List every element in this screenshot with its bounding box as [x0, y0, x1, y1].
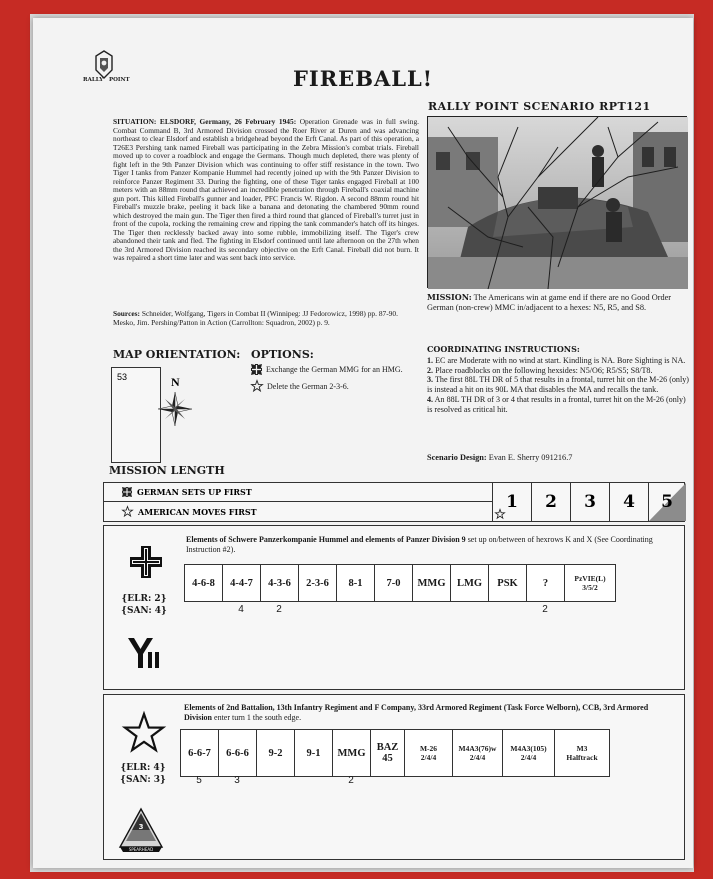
- star-outline-icon: [122, 506, 133, 517]
- american-unit-count: 5: [196, 775, 202, 786]
- american-moves-label: AMERICAN MOVES FIRST: [138, 506, 257, 517]
- american-moves-row: [104, 502, 492, 521]
- design-value: Evan E. Sherry 091216.7: [488, 453, 573, 462]
- turn-4: 4: [609, 483, 648, 521]
- iron-cross-icon: [122, 487, 132, 497]
- american-unit-counts: [180, 775, 608, 786]
- scenario-number: RALLY POINT SCENARIO RPT121: [428, 100, 651, 113]
- american-unit-cell: 9-1: [295, 730, 333, 776]
- balkenkreuz-icon: [130, 546, 162, 583]
- german-unit-count: [450, 604, 488, 615]
- star-outline-icon: [495, 509, 505, 519]
- source-1: Schneider, Wolfgang, Tigers in Combat II (Winnipeg: JJ Fedorowicz, 1998) pp. 87-90.: [141, 309, 398, 318]
- map-orientation-heading: MAP ORIENTATION:: [113, 348, 241, 361]
- coord-item: 2. Place roadblocks on the following hexsides: N5/O6; R5/S5; S8/T8.: [427, 365, 653, 375]
- german-unit-count: [412, 604, 450, 615]
- german-unit-cell: 2-3-6: [299, 565, 337, 601]
- american-unit-count: 2: [348, 775, 354, 786]
- mission-text: [427, 293, 689, 313]
- american-unit-count: [256, 775, 294, 786]
- svg-text:3: 3: [138, 823, 144, 831]
- mission-length-heading: MISSION LENGTH: [109, 464, 225, 477]
- scenario-title: FIREBALL!: [293, 66, 433, 91]
- german-setup-row: [104, 483, 492, 502]
- american-unit-cell: 6-6-7: [181, 730, 219, 776]
- option-1: [251, 364, 403, 375]
- mission-body: The Americans win at game end if there are no Good Order German (non-crew) MMC in/adjacent to a hexes: N5, R5, and S8.: [427, 293, 672, 312]
- american-san: {SAN: 3}: [120, 774, 166, 785]
- design-label: Scenario Design:: [427, 453, 487, 462]
- american-elr: {ELR: 4}: [120, 763, 166, 773]
- svg-text:RALLY: RALLY: [83, 77, 104, 83]
- situation-lead: SITUATION: ELSDORF, Germany, 26 February 1945:: [113, 117, 297, 126]
- german-unit-cell: 4-3-6: [261, 565, 299, 601]
- svg-text:POINT: POINT: [109, 77, 130, 83]
- american-unit-cell: M4A3(76)w 2/4/4: [453, 730, 503, 776]
- us-star-icon: [124, 713, 164, 756]
- german-unit-count: [184, 604, 222, 615]
- scenario-card: [33, 18, 693, 868]
- german-san: {SAN: 4}: [121, 605, 167, 616]
- german-unit-cell: 7-0: [375, 565, 413, 601]
- german-unit-count: 2: [542, 604, 548, 615]
- turn-5: 5: [648, 483, 685, 521]
- option-2-text: Delete the German 2-3-6.: [267, 381, 349, 391]
- scenario-photo: [427, 116, 687, 288]
- scenario-design: [427, 453, 572, 462]
- map-board: [111, 367, 161, 463]
- star-outline-icon: [251, 380, 263, 392]
- sources-text: [113, 310, 419, 328]
- svg-text:SPEARHEAD: SPEARHEAD: [128, 847, 154, 852]
- american-unit-cell: M3 Halftrack: [566, 744, 598, 762]
- american-unit-cell: MMG: [333, 730, 371, 776]
- german-forces-panel: [103, 525, 685, 690]
- german-unit-count: 2: [276, 604, 282, 615]
- german-unit-count: [298, 604, 336, 615]
- german-unit-cell: LMG: [451, 565, 489, 601]
- american-unit-cell: M4A3(105) 2/4/4: [503, 730, 555, 776]
- german-elr-san: [118, 594, 170, 617]
- german-unit-cell: ?: [527, 565, 565, 601]
- compass-rose-icon: [157, 391, 193, 427]
- american-forces-panel: [103, 694, 685, 860]
- german-setup-label: GERMAN SETS UP FIRST: [137, 487, 252, 497]
- german-unit-cell: 4-6-8: [185, 565, 223, 601]
- german-unit-count: 4: [238, 604, 244, 615]
- option-2: [251, 380, 349, 392]
- german-oob-table: [184, 564, 616, 602]
- coordinating-list: [427, 356, 689, 414]
- american-oob-table: [180, 729, 610, 777]
- american-unit-cell: 6-6-6: [219, 730, 257, 776]
- coord-item: 3. The first 88L TH DR of 5 that results in a frontal, turret hit on the M-26 (only) is instead a hit on its 90L MA that disables the MA and recalls the tank.: [427, 375, 689, 395]
- german-unit-cell: 4-4-7: [223, 565, 261, 601]
- mission-label: MISSION:: [427, 292, 472, 302]
- american-unit-count: [502, 775, 554, 786]
- american-unit-count: [294, 775, 332, 786]
- coord-item: 1. EC are Moderate with no wind at start. Kindling is NA. Bore Sighting is NA.: [427, 356, 686, 365]
- american-unit-count: [554, 775, 608, 786]
- german-unit-cell: PzVIE(L) 3/5/2: [574, 574, 606, 592]
- turn-record-track: [103, 482, 685, 522]
- source-2: Mesko, Jim. Pershing/Patton in Action (Carrollton: Squadron, 2002) p. 9.: [113, 317, 330, 327]
- situation-text: [113, 118, 419, 263]
- situation-body: Operation Grenade was in full swing. Combat Command B, 3rd Armored Division crossed the Roer River at Duren and was advancing northeast to clear Elsdorf and establish a bridgehead beyond the Erft Canal. As part of this operation, a T26E3 Pershing tank named Fireball was participating in the Zebra Mission's combat trials. Fireball moved up to cover a roadblock and engage the Germans. Though much depleted, there was plenty of fight left in the 9th Panzer Division which was continuing to offer stiff resistance in the town. Two Tiger I tanks from Panzer Kompanie Hummel had recently joined up with the 9th Panzer Division to reinforce Panzer Regiment 33. During the fighting, one of these Tiger tanks engaged Fireball at 100 meters with an 88mm round that achieved an incredible penetration through Fireball's coaxial machine gun port. This killed Fireball's gunner and loader, PFC Francis W. Rigdon. A second 88mm round hit Fireball's muzzle brake, peeling it back like a banana and detonating the chambered 90mm round which destroyed the main gun. The Tiger then fired a third round that glanced of Fireball's turret just in front of the cupola, rocking the remaining crew and ripping the tank commander's hatch off its hinges. The Tiger then recklessly backed away into some rubble, immobilizing itself. The Tiger's crew abandoned their tank and fled. The fighting in Elsdorf continued until late afternoon on the 27th when the 3rd Armored Division reached its secondary objective on the Erft Canal. Fireball did not burn. It was repaired a short time later and was sent back into service.: [113, 117, 419, 263]
- board-number: 53: [117, 372, 128, 382]
- american-elr-san: [116, 763, 170, 786]
- north-label: N: [171, 375, 180, 389]
- german-unit-cell: PSK: [489, 565, 527, 601]
- german-unit-count: [488, 604, 526, 615]
- german-unit-counts: [184, 604, 614, 615]
- german-unit-count: [564, 604, 614, 615]
- sources-label: Sources:: [113, 309, 140, 318]
- american-elements-text: Elements of 2nd Battalion, 13th Infantry Regiment and F Company, 33rd Armored Regiment (Task Force Welborn), CCB, 3rd Armored Division enter turn 1 the south edge.: [184, 703, 649, 722]
- american-unit-count: [452, 775, 502, 786]
- american-unit-count: [370, 775, 404, 786]
- american-unit-cell: BAZ 45: [371, 730, 405, 776]
- american-unit-count: 3: [234, 775, 240, 786]
- turn-3: 3: [570, 483, 609, 521]
- german-unit-count: [374, 604, 412, 615]
- german-elements-text: Elements of Schwere Panzerkompanie Hummel and elements of Panzer Division 9 set up on/between of hexrows K and X (See Coordinating Instruction #2).: [186, 535, 653, 554]
- panzer-division-symbol-icon: [126, 636, 162, 675]
- iron-cross-icon: [251, 364, 262, 375]
- american-unit-cell: 9-2: [257, 730, 295, 776]
- german-unit-count: [336, 604, 374, 615]
- spearhead-patch-icon: [118, 807, 164, 858]
- options-heading: OPTIONS:: [251, 348, 314, 361]
- turn-2: 2: [531, 483, 570, 521]
- german-unit-cell: 8-1: [337, 565, 375, 601]
- option-1-text: Exchange the German MMG for an HMG.: [266, 365, 403, 374]
- turn-1: 1: [492, 483, 531, 521]
- american-unit-cell: M-26 2/4/4: [405, 730, 453, 776]
- german-elr: {ELR: 2}: [121, 594, 167, 604]
- coord-item: 4. An 88L TH DR of 3 or 4 that results in a frontal, turret hit on the M-26 (only) is resolved as critical hit.: [427, 394, 686, 414]
- american-unit-count: [404, 775, 452, 786]
- german-unit-cell: MMG: [413, 565, 451, 601]
- coordinating-heading: COORDINATING INSTRUCTIONS:: [427, 344, 580, 354]
